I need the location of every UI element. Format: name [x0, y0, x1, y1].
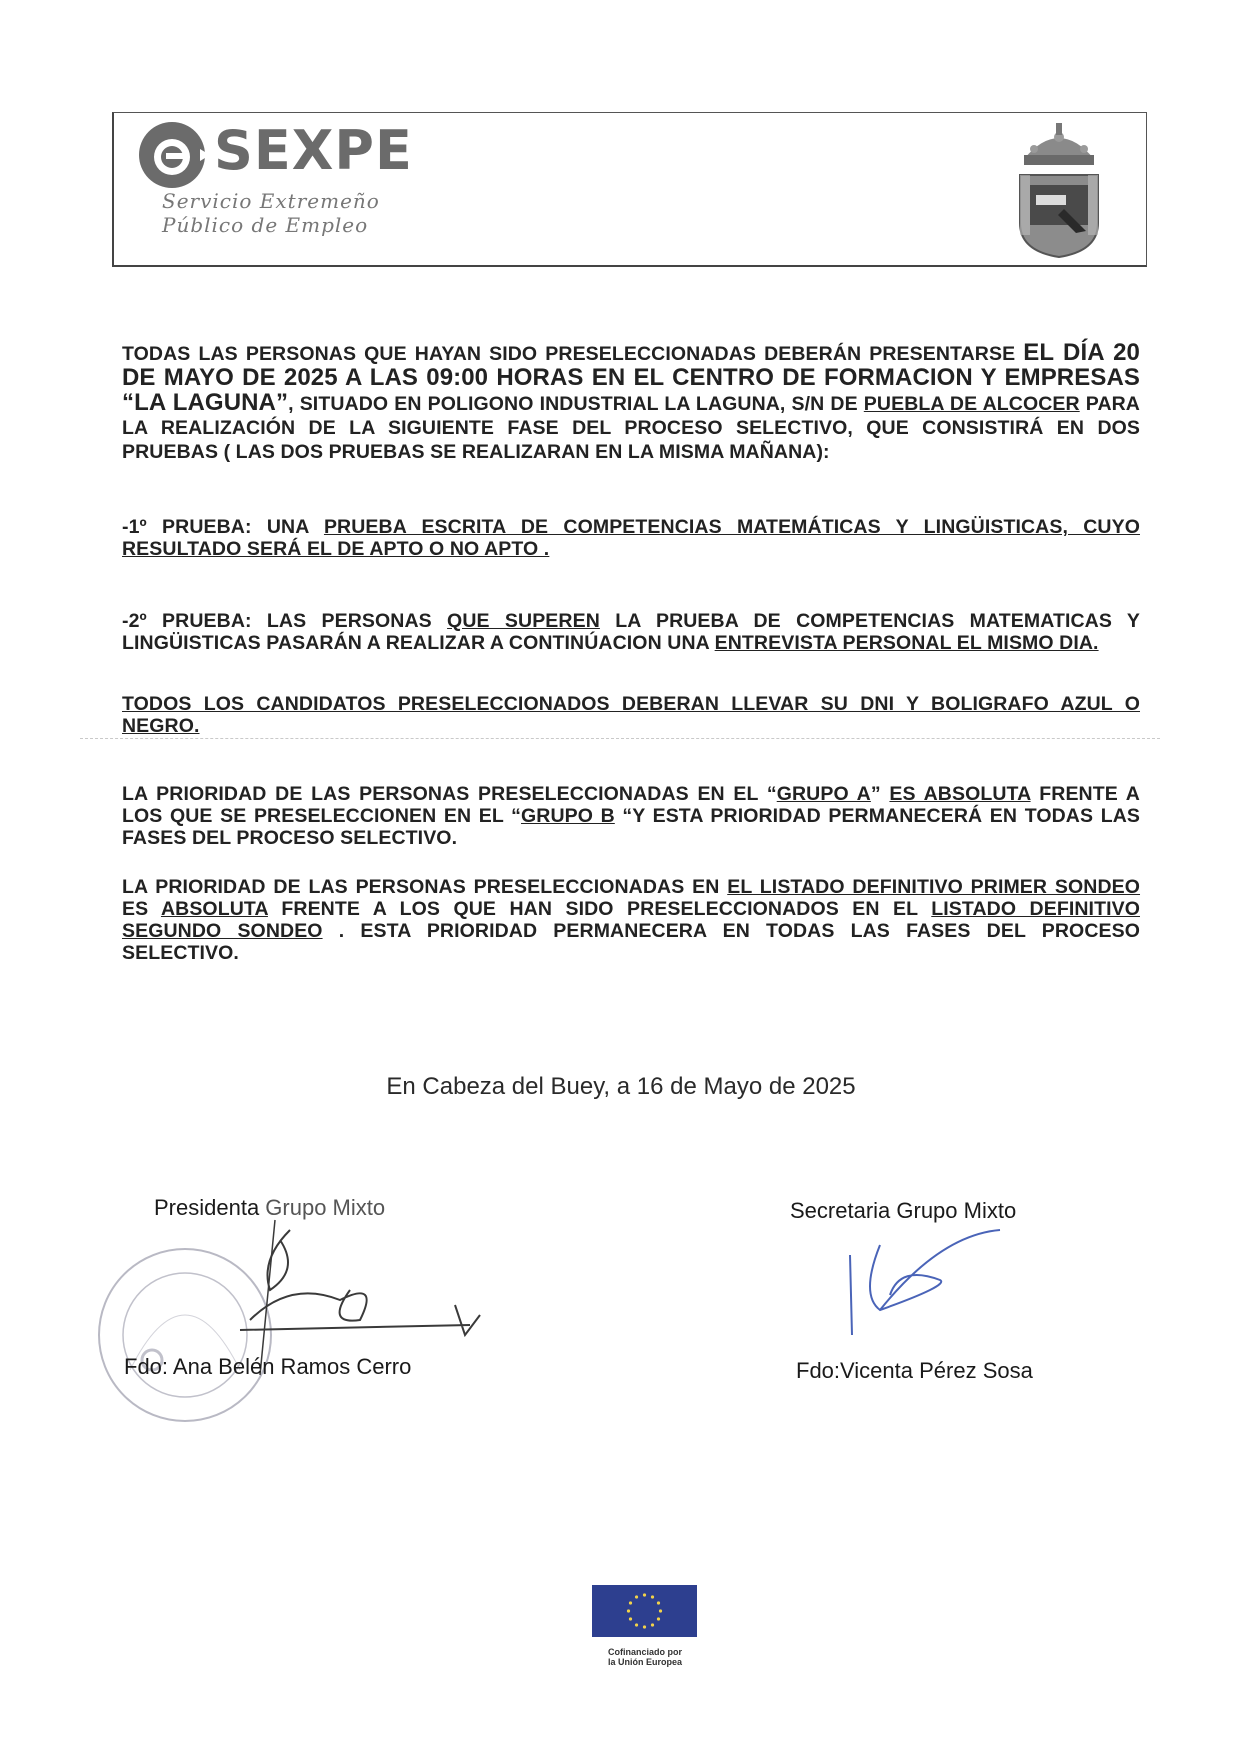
letterhead: [112, 112, 1147, 267]
p5-group-a: GRUPO A: [776, 783, 871, 805]
eu-flag-icon: [592, 1585, 697, 1637]
p3-condition: QUE SUPEREN: [447, 610, 600, 632]
p2-label: -1º PRUEBA: UNA: [122, 516, 324, 538]
p5-a: LA PRIORIDAD DE LAS PERSONAS PRESELECCIONADAS EN EL “: [122, 783, 777, 805]
p5-absolute: ES ABSOLUTA: [889, 783, 1031, 805]
signer-left-group: Grupo Mixto: [265, 1195, 386, 1220]
paragraph-priority-groups: [122, 783, 1140, 849]
p6-absolute: ABSOLUTA: [160, 898, 268, 920]
paragraph-test-2: [122, 610, 1140, 654]
p1-purpose: PARA LA REALIZACIÓN DE LA SIGUIENTE FASE DEL PROCESO SELECTIVO, QUE CONSISTIRÁ EN DOS PRUEBAS ( LAS DOS PRUEBAS SE REALIZARAN EN LA MISMA MAÑANA):: [122, 393, 1140, 463]
sexpe-subtitle-line2: Público de Empleo: [162, 213, 369, 237]
sexpe-subtitle-line1: Servicio Extremeño: [162, 189, 380, 213]
place-and-date: En Cabeza del Buey, a 16 de Mayo de 2025: [386, 1073, 856, 1100]
sexpe-logo: [136, 119, 413, 239]
municipal-coat-of-arms-icon: [1014, 119, 1104, 259]
p3-middle: LA PRUEBA DE COMPETENCIAS MATEMATICAS Y LINGÜISTICAS PASARÁN A REALIZAR A CONTINÚACION UNA: [122, 610, 1140, 654]
p3-label: -2º PRUEBA: LAS PERSONAS: [122, 610, 448, 632]
p3-interview: ENTREVISTA PERSONAL EL MISMO DIA.: [714, 632, 1099, 654]
p5-g: “Y ESTA PRIORIDAD PERMANECERÁ EN TODAS LAS FASES DEL PROCESO SELECTIVO.: [122, 805, 1140, 849]
eu-caption-line2: la Unión Europea: [607, 1657, 682, 1667]
paragraph-convocation: [122, 341, 1140, 464]
signature-right: [840, 1225, 1010, 1355]
p6-g: . ESTA PRIORIDAD PERMANECERA EN TODAS LAS FASES DEL PROCESO SELECTIVO.: [122, 920, 1140, 964]
p2-test-desc: PRUEBA ESCRITA DE COMPETENCIAS MATEMÁTICAS Y LINGÜISTICAS, CUYO RESULTADO SERÁ EL DE APTO O NO APTO .: [122, 516, 1140, 560]
p5-e: FRENTE A LOS QUE SE PRESELECCIONEN EN EL “: [122, 783, 1140, 827]
p1-date-place: EL DÍA 20 DE MAYO DE 2025 A LAS 09:00 HORAS EN EL CENTRO DE FORMACION Y EMPRESAS “LA LAGUNA”: [122, 339, 1141, 416]
p5-group-b: GRUPO B: [521, 805, 615, 827]
p4-text: TODOS LOS CANDIDATOS PRESELECCIONADOS DEBERAN LLEVAR SU DNI Y BOLIGRAFO AZUL O NEGRO.: [122, 693, 1140, 737]
signer-left-name: Fdo: Ana Belén Ramos Cerro: [124, 1354, 412, 1379]
signer-right-name: Fdo:Vicenta Pérez Sosa: [796, 1358, 1033, 1383]
p5-c: ”: [870, 783, 890, 805]
eu-caption-line1: Cofinanciado por: [608, 1647, 682, 1657]
paragraph-priority-lists: [122, 876, 1140, 964]
signer-left-title: [154, 1195, 385, 1221]
p1-town: PUEBLA DE ALCOCER: [863, 393, 1080, 415]
sexpe-logo-text: SEXPE: [214, 119, 413, 182]
signer-right-title: Secretaria Grupo Mixto: [790, 1198, 1017, 1223]
p1-intro: TODAS LAS PERSONAS QUE HAYAN SIDO PRESELECCIONADAS DEBERÁN PRESENTARSE: [122, 343, 1024, 365]
p6-first-list: EL LISTADO DEFINITIVO PRIMER SONDEO: [727, 876, 1141, 898]
scan-artifact-line: [80, 738, 1160, 743]
signer-left-role: Presidenta: [154, 1195, 266, 1220]
p6-second-list: LISTADO DEFINITIVO SEGUNDO SONDEO: [122, 898, 1140, 942]
sexpe-logo-icon: [136, 119, 210, 193]
p1-location: , SITUADO EN POLIGONO INDUSTRIAL LA LAGUNA, S/N DE: [288, 393, 864, 415]
p6-e: FRENTE A LOS QUE HAN SIDO PRESELECCIONADOS EN EL: [267, 898, 932, 920]
paragraph-test-1: [122, 516, 1140, 560]
paragraph-requirements: [122, 693, 1140, 737]
p6-a: LA PRIORIDAD DE LAS PERSONAS PRESELECCIONADAS EN: [122, 876, 728, 898]
p6-c: ES: [122, 898, 161, 920]
